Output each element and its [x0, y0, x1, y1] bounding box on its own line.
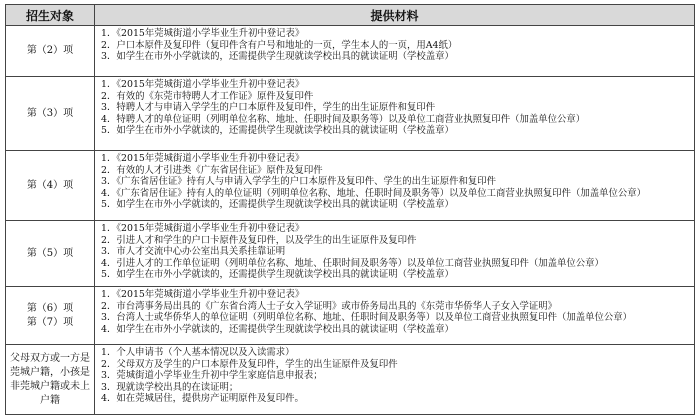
material-item: 4．《广东省居住证》持有人的单位证明（列明单位名称、地址、任职时间及职务等）以及单位工商营业执照复印件（加盖单位公章） — [101, 187, 647, 199]
material-item: 2．引进人才和学生的户口卡原件及复印件，以及学生的出生证原件及复印件 — [101, 234, 417, 246]
material-item: 2．户口本原件及复印件（复印件含有户号和地址的一页，学生本人的一页，用A4纸） — [101, 39, 458, 51]
table-row — [6, 26, 695, 77]
target-label: 第（2）项 — [26, 45, 74, 56]
material-item: 1．《2015年莞城街道小学毕业生升初中登记表》 — [101, 28, 305, 39]
table-row — [6, 345, 695, 415]
material-item: 3．市人才交流中心办公室出具关系挂靠证明 — [101, 246, 286, 258]
material-item: 4．引进人才的工作单位证明（列明单位名称、地址、任职时间及职务等）以及单位工商营业执照复印件（加盖单位公章） — [101, 257, 604, 269]
material-item: 4．特聘人才的单位证明（列明单位名称、地址、任职时间及职务等）以及单位工商营业执照复印件（加盖单位公章） — [101, 113, 586, 125]
material-item: 3．现就读学校出具的在读证明； — [101, 381, 239, 393]
material-item: 1．《2015年莞城街道小学毕业生升初中登记表》 — [101, 153, 305, 164]
target-cell — [6, 151, 95, 221]
materials-cell — [95, 345, 695, 415]
materials-cell — [95, 77, 695, 151]
material-item: 1．《2015年莞城街道小学毕业生升初中登记表》 — [101, 223, 305, 234]
material-item: 5．如学生在市外小学就读的，还需提供学生现就读学校出具的就读证明（学校盖章） — [101, 125, 454, 137]
material-item: 4．如学生在市外小学就读的，还需提供学生现就读学校出具的就读证明（学校盖章） — [101, 323, 454, 335]
table-row — [6, 221, 695, 287]
table-row — [6, 77, 695, 151]
target-label: 莞城户籍，小孩是 — [10, 366, 90, 378]
material-item: 3．特聘人才与申请入学学生的户口本原件及复印件，学生的出生证原件和复印件 — [101, 102, 436, 114]
target-cell — [6, 221, 95, 287]
material-item: 5．如学生在市外小学就读的，还需提供学生现就读学校出具的就读证明（学校盖章） — [101, 269, 454, 281]
materials-cell — [95, 221, 695, 287]
target-cell — [6, 77, 95, 151]
target-label: 第（5）项 — [26, 247, 74, 259]
target-label: 第（4）项 — [26, 179, 74, 191]
material-item: 1．《2015年莞城街道小学毕业生升初中登记表》 — [101, 79, 305, 90]
target-label: 第（3）项 — [26, 107, 74, 119]
target-label: 非莞城户籍或未上 — [10, 380, 90, 392]
material-item: 1．个人申请书（个人基本情况以及入读需求） — [101, 347, 295, 358]
material-item: 2．有效的《东莞市特聘人才工作证》原件及复印件 — [101, 90, 314, 102]
material-item: 2．有效的人才引进类《广东省居住证》原件及复印件 — [101, 164, 323, 176]
target-cell — [6, 345, 95, 415]
materials-cell — [95, 26, 695, 77]
material-item: 3．莞城街道小学毕业生升初中学生家庭信息申报表； — [101, 370, 323, 382]
material-item: 3．台湾人士或华侨华人的单位证明（列明单位名称、地址、任职时间及职务等）以及单位工商营业执照复印件（加盖单位公章） — [101, 312, 632, 324]
materials-cell — [95, 287, 695, 345]
header-materials: 提供材料 — [95, 5, 695, 26]
material-item: 2．市台湾事务局出具的《广东省台湾人士子女入学证明》或市侨务局出具的《东莞市华侨华人子女入学证明》 — [101, 300, 557, 312]
target-label: 第（7）项 — [26, 316, 74, 328]
material-item: 3．《广东省居住证》持有人与申请入学学生的户口本原件及复印件、学生的出生证原件和复印件 — [101, 176, 497, 188]
table-row — [6, 151, 695, 221]
target-label: 父母双方或一方是 — [10, 352, 90, 364]
material-item: 2．父母双方及学生的户口本原件及复印件，学生的出生证原件及复印件 — [101, 358, 398, 370]
requirements-table — [5, 4, 695, 415]
target-label: 户籍 — [40, 394, 60, 406]
header-target: 招生对象 — [6, 5, 95, 26]
header-row — [6, 5, 695, 26]
target-label: 第（6）项 — [26, 302, 74, 314]
table-row — [6, 287, 695, 345]
material-item: 4．如在莞城居住，提供房产证明原件及复印件。 — [101, 393, 304, 405]
material-item: 1．《2015年莞城街道小学毕业生升初中登记表》 — [101, 289, 305, 300]
materials-cell — [95, 151, 695, 221]
target-cell — [6, 26, 95, 77]
material-item: 5．如学生在市外小学就读的，还需提供学生现就读学校出具的就读证明（学校盖章） — [101, 199, 454, 211]
target-cell — [6, 287, 95, 345]
material-item: 3．如学生在市外小学就读的，还需提供学生现就读学校出具的就读证明（学校盖章） — [101, 51, 454, 63]
